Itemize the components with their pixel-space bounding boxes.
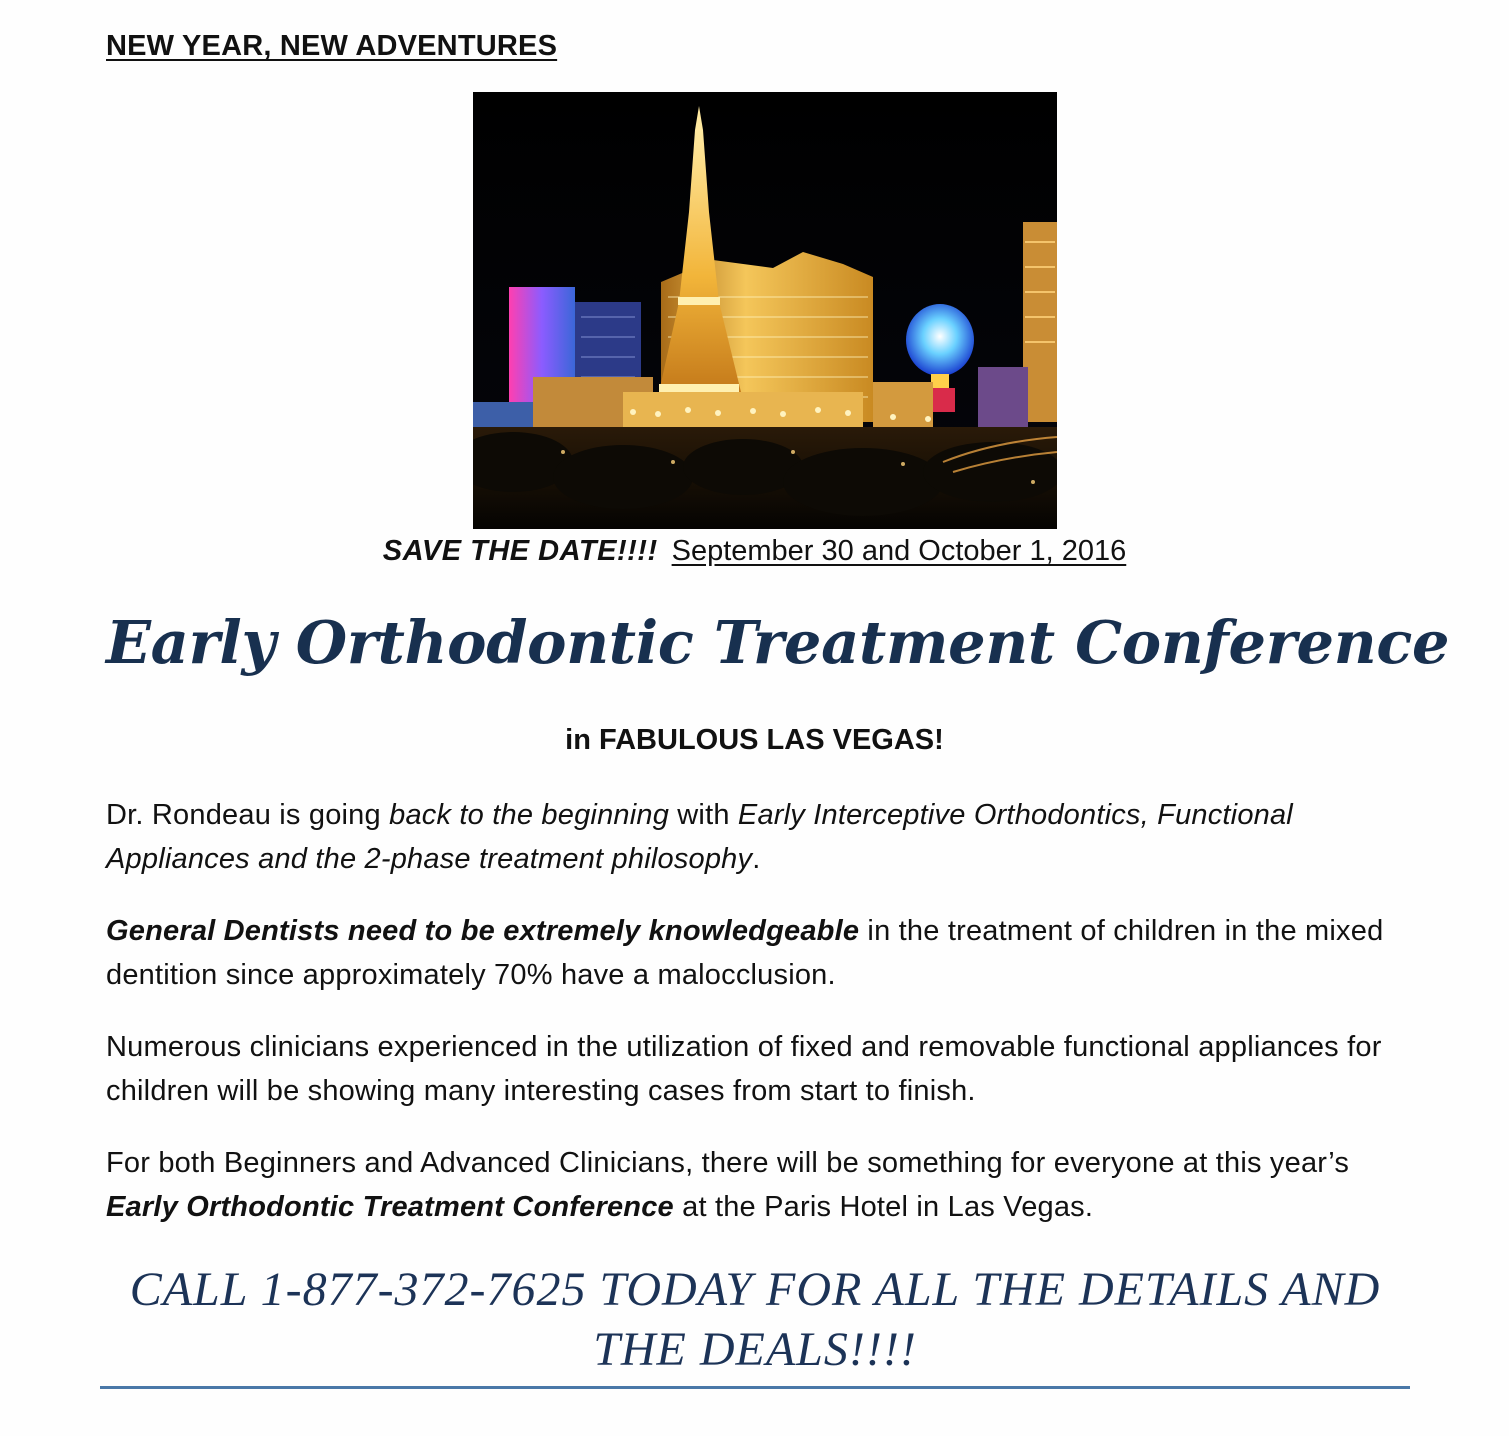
- paragraph-text: For both Beginners and Advanced Clinicians, there will be something for everyone at this year’s: [106, 1147, 1350, 1179]
- page-heading: NEW YEAR, NEW ADVENTURES: [106, 30, 558, 62]
- call-to-action: CALL 1-877-372-7625 TODAY FOR ALL THE DETAILS AND THE DEALS!!!!: [129, 1263, 1381, 1376]
- paragraph-text: with: [669, 799, 738, 831]
- paragraph-emphasis: Early Interceptive Orthodontics, Functional Appliances and the 2-phase treatment philosophy: [106, 799, 1293, 875]
- paragraph-text: in the treatment of children in the mixed dentition since approximately 70% have a malocclusion.: [106, 915, 1384, 991]
- event-date: September 30 and October 1, 2016: [671, 535, 1127, 567]
- paragraph-intro: [106, 793, 1426, 881]
- paragraph-emphasis: Early Orthodontic Treatment Conference: [106, 1191, 674, 1223]
- paragraph-clinicians: [106, 1025, 1426, 1113]
- conference-title: Early Orthodontic Treatment Conference: [106, 608, 1450, 677]
- save-the-date-label: SAVE THE DATE!!!!: [382, 535, 658, 567]
- bottom-divider: [100, 1386, 1410, 1389]
- las-vegas-photo: [473, 92, 1057, 529]
- paragraph-text: .: [752, 843, 761, 875]
- paragraph-emphasis: General Dentists need to be extremely knowledgeable: [106, 915, 860, 947]
- paragraph-audience: [106, 1141, 1426, 1229]
- conference-subtitle: in FABULOUS LAS VEGAS!: [565, 724, 944, 756]
- paragraph-general-dentists: [106, 909, 1426, 997]
- paragraph-emphasis: back to the beginning: [389, 799, 670, 831]
- save-the-date-line: [0, 535, 1509, 568]
- paragraph-text: Dr. Rondeau is going: [106, 799, 390, 831]
- paragraph-text: Numerous clinicians experienced in the utilization of fixed and removable functional appliances for children will be showing many interesting cases from start to finish.: [106, 1031, 1382, 1107]
- paragraph-text: at the Paris Hotel in Las Vegas.: [673, 1191, 1094, 1223]
